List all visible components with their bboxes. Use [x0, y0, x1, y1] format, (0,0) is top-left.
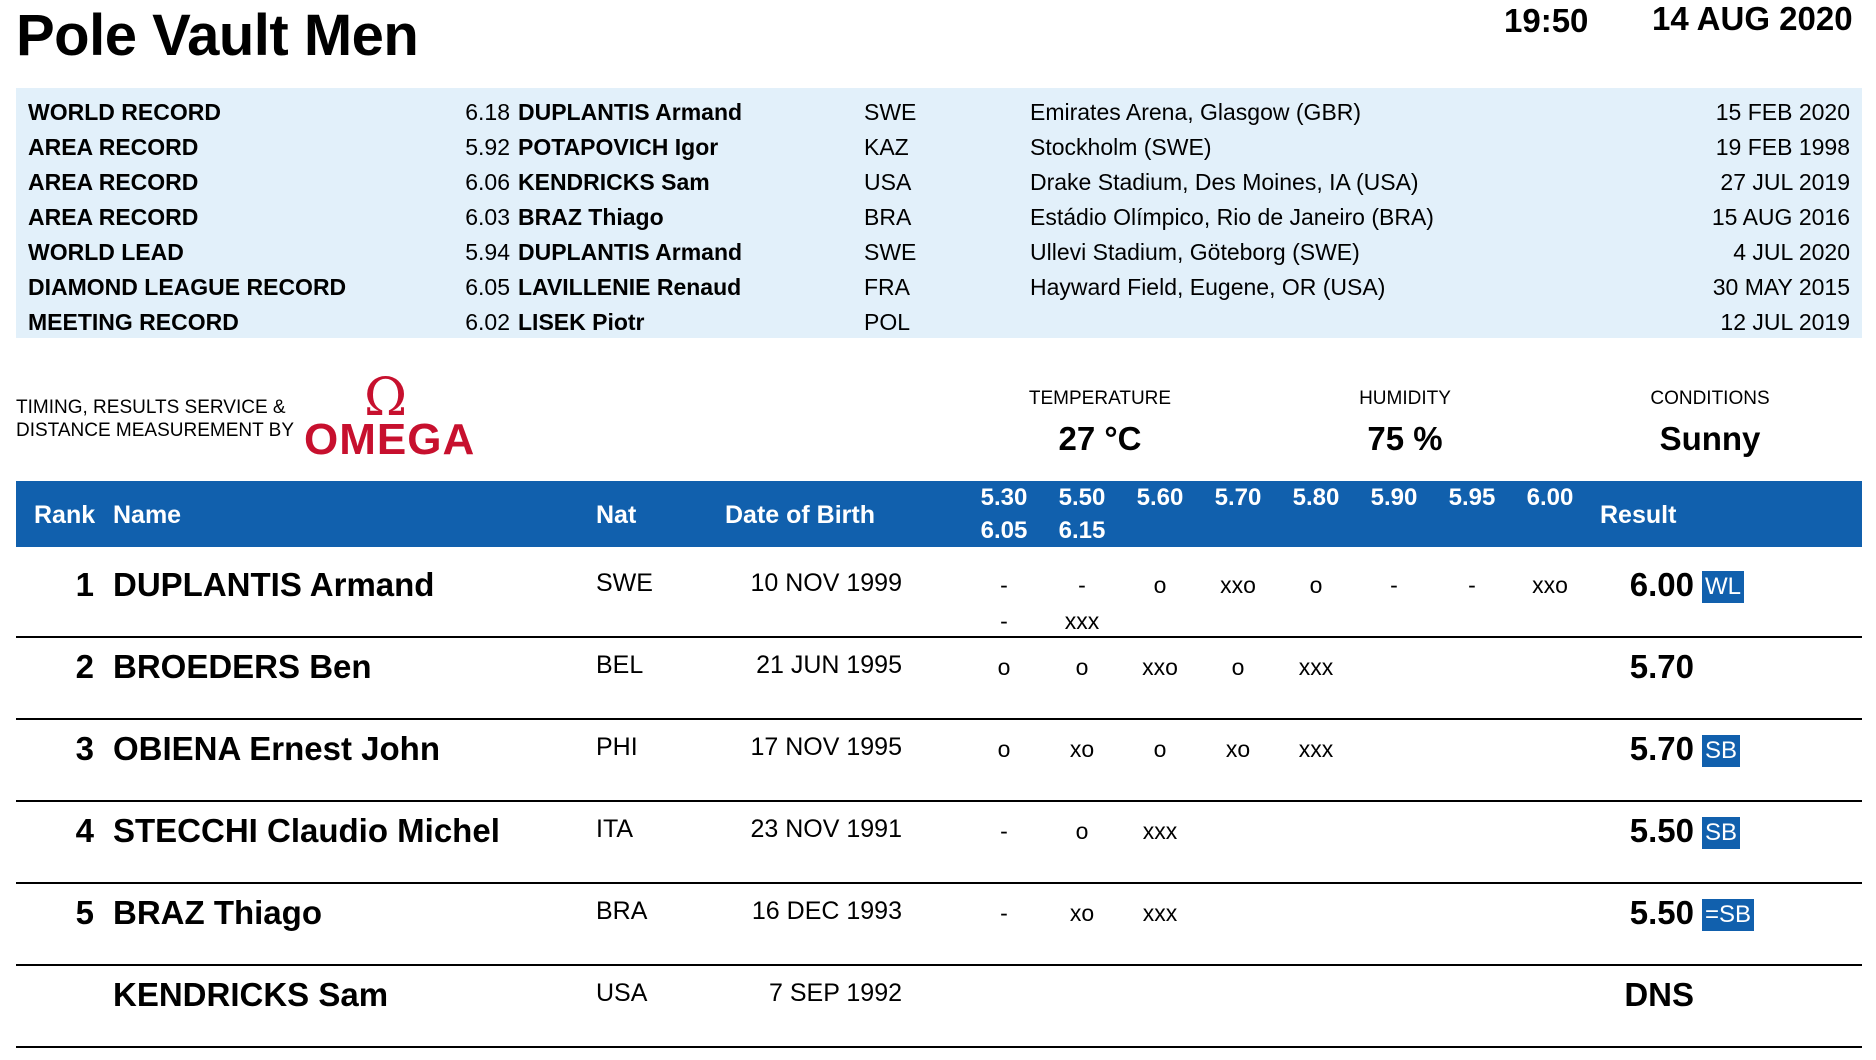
record-venue: Emirates Arena, Glasgow (GBR) [1030, 99, 1362, 125]
athlete-result: DNS [1624, 976, 1694, 1013]
column-header-result: Result [1600, 501, 1677, 529]
athlete-name: STECCHI Claudio Michel [113, 812, 500, 849]
record-date: 27 JUL 2019 [1720, 169, 1850, 195]
column-header-height: 6.00 [1526, 484, 1574, 511]
attempt-mark: - [1390, 572, 1398, 598]
attempt-mark: - [1000, 608, 1008, 634]
attempt-mark: - [1078, 572, 1086, 598]
result-badge: SB [1702, 735, 1740, 767]
record-row [16, 94, 1862, 129]
athlete-name: BRAZ Thiago [113, 894, 322, 931]
record-nat: BRA [864, 204, 912, 230]
temperature-block [970, 388, 1230, 458]
athlete-rank: 2 [75, 648, 94, 685]
omega-logo [300, 368, 486, 464]
athlete-dob: 23 NOV 1991 [750, 815, 902, 843]
record-date: 15 AUG 2016 [1711, 204, 1850, 230]
table-row [16, 884, 1862, 966]
table-row [16, 638, 1862, 720]
attempt-mark: o [1309, 572, 1323, 598]
table-row [16, 556, 1862, 638]
attempt-mark: o [1231, 654, 1245, 680]
column-header-rank: Rank [34, 501, 96, 529]
record-athlete: DUPLANTIS Armand [518, 239, 743, 265]
athlete-name: KENDRICKS Sam [113, 976, 389, 1013]
athlete-nat: SWE [596, 569, 653, 597]
attempt-mark: - [1000, 818, 1008, 844]
athlete-nat: ITA [596, 815, 634, 843]
attempt-mark: o [997, 654, 1011, 680]
athlete-dob: 7 SEP 1992 [769, 979, 902, 1007]
record-nat: FRA [864, 274, 910, 300]
attempt-mark: o [1153, 736, 1167, 762]
record-mark: 5.92 [465, 134, 510, 160]
record-mark: 6.06 [465, 169, 510, 195]
attempt-mark: xxx [1142, 900, 1178, 926]
athlete-nat: BEL [596, 651, 644, 679]
temperature-value: 27 °C [1058, 420, 1142, 457]
record-date: 12 JUL 2019 [1720, 309, 1850, 335]
attempt-mark: xxx [1298, 736, 1334, 762]
record-type: WORLD LEAD [28, 239, 184, 265]
conditions-block [1580, 388, 1840, 458]
result-badge: WL [1702, 571, 1744, 603]
athlete-dob: 16 DEC 1993 [751, 897, 902, 925]
athlete-name: DUPLANTIS Armand [113, 566, 435, 603]
humidity-block [1275, 388, 1535, 458]
attempt-mark: xo [1225, 736, 1251, 762]
event-time: 19:50 [1504, 2, 1589, 39]
athlete-name: BROEDERS Ben [113, 648, 372, 685]
record-row [16, 129, 1862, 164]
record-nat: USA [864, 169, 912, 195]
results-table-header [16, 481, 1862, 547]
event-title: Pole Vault Men [16, 3, 419, 68]
table-row [16, 720, 1862, 802]
record-type: MEETING RECORD [28, 309, 239, 335]
conditions-value: Sunny [1659, 420, 1761, 457]
record-mark: 6.05 [465, 274, 510, 300]
record-athlete: BRAZ Thiago [518, 204, 664, 230]
record-row [16, 234, 1862, 269]
record-athlete: DUPLANTIS Armand [518, 99, 743, 125]
column-header-height: 6.05 [980, 517, 1028, 544]
column-header-height: 5.50 [1058, 484, 1106, 511]
athlete-dob: 21 JUN 1995 [756, 651, 902, 679]
athlete-nat: PHI [596, 733, 638, 761]
attempt-mark: o [1075, 818, 1089, 844]
table-row [16, 966, 1862, 1048]
record-type: AREA RECORD [28, 169, 199, 195]
column-header-name: Name [113, 501, 182, 529]
record-type: DIAMOND LEAGUE RECORD [28, 274, 347, 300]
record-athlete: KENDRICKS Sam [518, 169, 710, 195]
record-venue: Drake Stadium, Des Moines, IA (USA) [1030, 169, 1419, 195]
record-athlete: LAVILLENIE Renaud [518, 274, 742, 300]
record-nat: SWE [864, 99, 917, 125]
athlete-name: OBIENA Ernest John [113, 730, 440, 767]
athlete-rank: 3 [75, 730, 94, 767]
column-header-height: 5.30 [980, 484, 1028, 511]
record-row [16, 164, 1862, 199]
column-header-height: 5.60 [1136, 484, 1184, 511]
athlete-dob: 17 NOV 1995 [750, 733, 902, 761]
attempt-mark: - [1000, 572, 1008, 598]
record-mark: 5.94 [465, 239, 510, 265]
record-athlete: LISEK Piotr [518, 309, 645, 335]
column-header-nat: Nat [596, 501, 637, 529]
attempt-mark: o [997, 736, 1011, 762]
record-type: WORLD RECORD [28, 99, 221, 125]
attempt-mark: xxx [1298, 654, 1334, 680]
record-row [16, 304, 1862, 339]
athlete-result: 5.70 [1629, 730, 1694, 767]
record-type: AREA RECORD [28, 204, 199, 230]
record-nat: POL [864, 309, 911, 335]
record-athlete: POTAPOVICH Igor [518, 134, 719, 160]
attempt-mark: o [1153, 572, 1167, 598]
record-mark: 6.03 [465, 204, 510, 230]
column-header-dob: Date of Birth [725, 501, 875, 529]
attempt-mark: - [1468, 572, 1476, 598]
column-header-height: 6.15 [1058, 517, 1106, 544]
column-header-height: 5.95 [1448, 484, 1496, 511]
record-nat: SWE [864, 239, 917, 265]
athlete-result: 5.70 [1629, 648, 1694, 685]
attempt-mark: xxo [1220, 572, 1256, 598]
athlete-result: 5.50 [1629, 894, 1694, 931]
record-venue: Stockholm (SWE) [1030, 134, 1212, 160]
record-venue: Estádio Olímpico, Rio de Janeiro (BRA) [1030, 204, 1434, 230]
record-date: 30 MAY 2015 [1712, 274, 1850, 300]
temperature-label: TEMPERATURE [1028, 388, 1172, 409]
omega-wordmark: OMEGA [304, 415, 476, 464]
record-date: 19 FEB 1998 [1715, 134, 1850, 160]
table-row [16, 802, 1862, 884]
record-date: 15 FEB 2020 [1715, 99, 1850, 125]
result-badge: =SB [1702, 899, 1754, 931]
conditions-label: CONDITIONS [1650, 388, 1770, 409]
record-row [16, 269, 1862, 304]
athlete-nat: USA [596, 979, 648, 1007]
attempt-mark: xo [1069, 900, 1095, 926]
athlete-result: 6.00 [1629, 566, 1694, 603]
athlete-nat: BRA [596, 897, 648, 925]
athlete-dob: 10 NOV 1999 [750, 569, 902, 597]
event-date: 14 AUG 2020 [1652, 0, 1853, 37]
record-mark: 6.02 [465, 309, 510, 335]
record-nat: KAZ [864, 134, 909, 160]
record-venue: Hayward Field, Eugene, OR (USA) [1030, 274, 1386, 300]
timing-line-1: TIMING, RESULTS SERVICE & [16, 397, 286, 418]
attempt-mark: xxo [1142, 654, 1178, 680]
column-header-height: 5.90 [1370, 484, 1418, 511]
athlete-rank: 5 [75, 894, 94, 931]
record-date: 4 JUL 2020 [1733, 239, 1850, 265]
result-badge: SB [1702, 817, 1740, 849]
omega-symbol-icon: Ω [364, 368, 408, 428]
record-row [16, 199, 1862, 234]
attempt-mark: - [1000, 900, 1008, 926]
athlete-rank: 1 [75, 566, 94, 603]
record-mark: 6.18 [465, 99, 510, 125]
attempt-mark: xxx [1142, 818, 1178, 844]
timing-line-2: DISTANCE MEASUREMENT BY [16, 420, 295, 441]
column-header-height: 5.70 [1214, 484, 1262, 511]
record-type: AREA RECORD [28, 134, 199, 160]
records-table [16, 88, 1862, 338]
record-venue: Ullevi Stadium, Göteborg (SWE) [1030, 239, 1360, 265]
timing-credit [16, 396, 294, 442]
attempt-mark: o [1075, 654, 1089, 680]
humidity-value: 75 % [1367, 420, 1443, 457]
attempt-mark: xxx [1064, 608, 1100, 634]
attempt-mark: xo [1069, 736, 1095, 762]
humidity-label: HUMIDITY [1359, 388, 1451, 409]
athlete-result: 5.50 [1629, 812, 1694, 849]
attempt-mark: xxo [1532, 572, 1568, 598]
column-header-height: 5.80 [1292, 484, 1340, 511]
athlete-rank: 4 [75, 812, 94, 849]
